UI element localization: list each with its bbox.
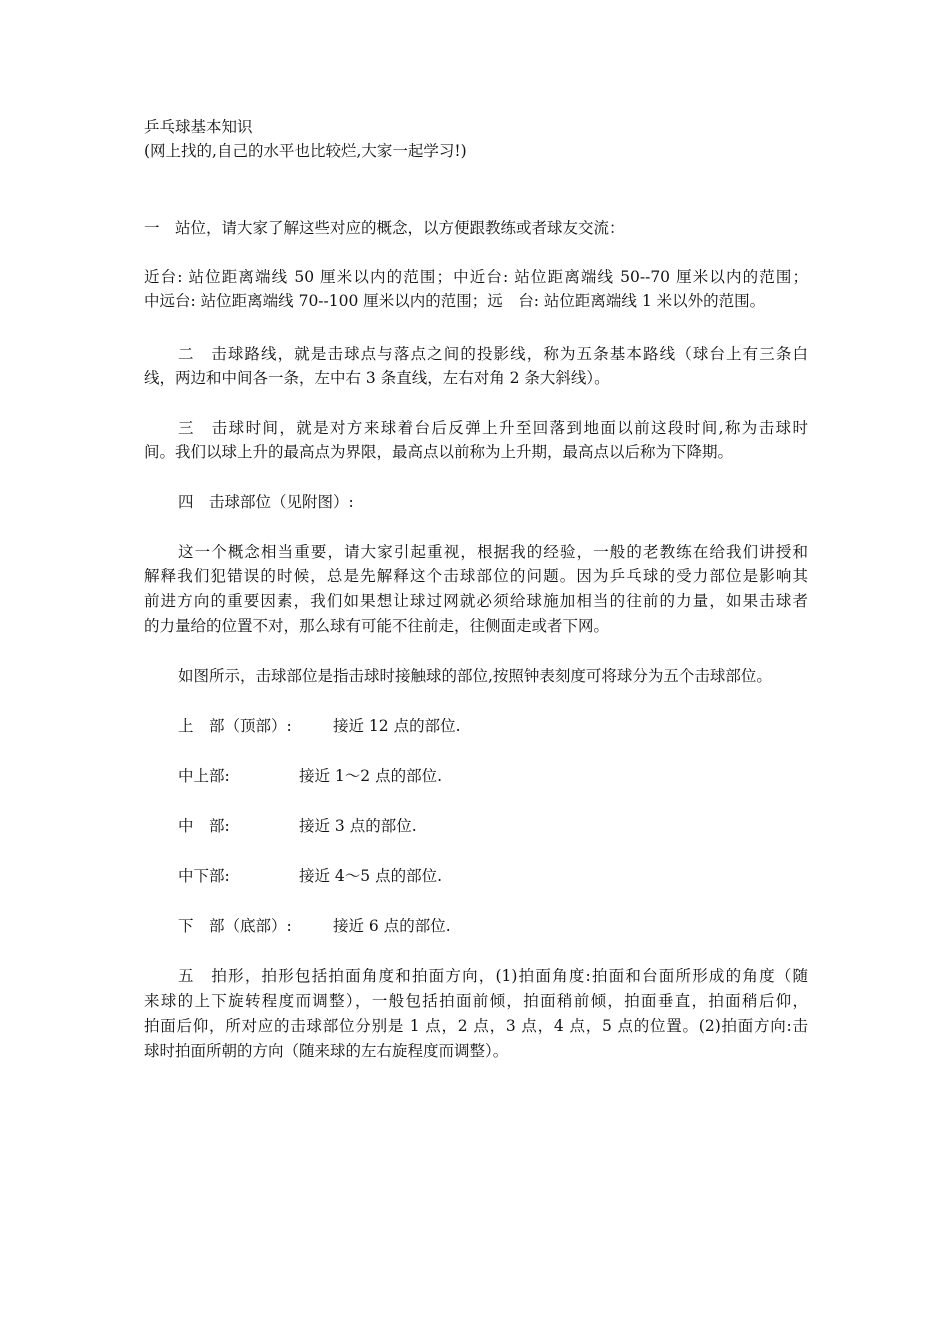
section3-line: 三 击球时间，就是对方来球着台后反弹上升至回落到地面以前这段时间,称为击球时	[178, 419, 808, 437]
section5-line: 来球的上下旋转程度而调整），一般包括拍面前倾，拍面稍前倾，拍面垂直，拍面稍后仰，	[144, 992, 808, 1010]
document-title: 乒乓球基本知识	[144, 118, 253, 136]
section3-line: 间。我们以球上升的最高点为界限，最高点以前称为上升期，最高点以后称为下降期。	[144, 443, 734, 461]
part-desc: 接近 1～2 点的部位.	[299, 767, 443, 785]
section4-para2: 如图所示，击球部位是指击球时接触球的部位,按照钟表刻度可将球分为五个击球部位。	[178, 667, 772, 685]
part-label: 中上部:	[178, 767, 230, 785]
section4-para-line: 的力量给的位置不对，那么球有可能不往前走，往侧面走或者下网。	[144, 617, 610, 635]
section1-line: 近台: 站位距离端线 50 厘米以内的范围；中近台: 站位距离端线 50--70 厘米以内的范围；	[144, 268, 808, 286]
part-label: 中 部:	[178, 817, 230, 835]
part-row	[178, 814, 778, 838]
section1-line: 中远台: 站位距离端线 70--100 厘米以内的范围；远 台: 站位距离端线 1 米以外的范围。	[144, 292, 766, 310]
document-subtitle: (网上找的,自己的水平也比较烂,大家一起学习!)	[144, 142, 467, 160]
part-row	[178, 714, 778, 738]
part-desc: 接近 12 点的部位.	[333, 717, 461, 735]
part-label: 下 部（底部）:	[178, 917, 292, 935]
section4-para-line: 前进方向的重要因素，我们如果想让球过网就必须给球施加相当的往前的力量，如果击球者	[144, 592, 808, 610]
part-row	[178, 764, 778, 788]
part-label: 中下部:	[178, 867, 230, 885]
part-row	[178, 864, 778, 888]
part-desc: 接近 6 点的部位.	[333, 917, 451, 935]
document-page	[144, 0, 810, 1344]
section4-heading: 四 击球部位（见附图）:	[178, 493, 354, 511]
section5-line: 五 拍形，拍形包括拍面角度和拍面方向，(1)拍面角度:拍面和台面所形成的角度（随	[178, 967, 808, 985]
section2-line: 二 击球路线，就是击球点与落点之间的投影线，称为五条基本路线（球台上有三条白	[178, 345, 808, 363]
section4-para-line: 这一个概念相当重要，请大家引起重视，根据我的经验，一般的老教练在给我们讲授和	[178, 543, 808, 561]
section5-line: 拍面后仰，所对应的击球部位分别是 1 点，2 点，3 点，4 点，5 点的位置。(2)拍面方向:击	[144, 1017, 808, 1035]
part-label: 上 部（顶部）:	[178, 717, 292, 735]
section1-heading: 一 站位，请大家了解这些对应的概念，以方便跟教练或者球友交流：	[144, 219, 625, 237]
part-desc: 接近 3 点的部位.	[299, 817, 417, 835]
part-row	[178, 914, 778, 938]
section5-line: 球时拍面所朝的方向（随来球的左右旋程度而调整）。	[144, 1042, 509, 1060]
part-desc: 接近 4～5 点的部位.	[299, 867, 443, 885]
section2-line: 线，两边和中间各一条，左中右 3 条直线，左右对角 2 条大斜线）。	[144, 369, 610, 387]
section4-para-line: 解释我们犯错误的时候，总是先解释这个击球部位的问题。因为乒乓球的受力部位是影响其	[144, 567, 808, 585]
